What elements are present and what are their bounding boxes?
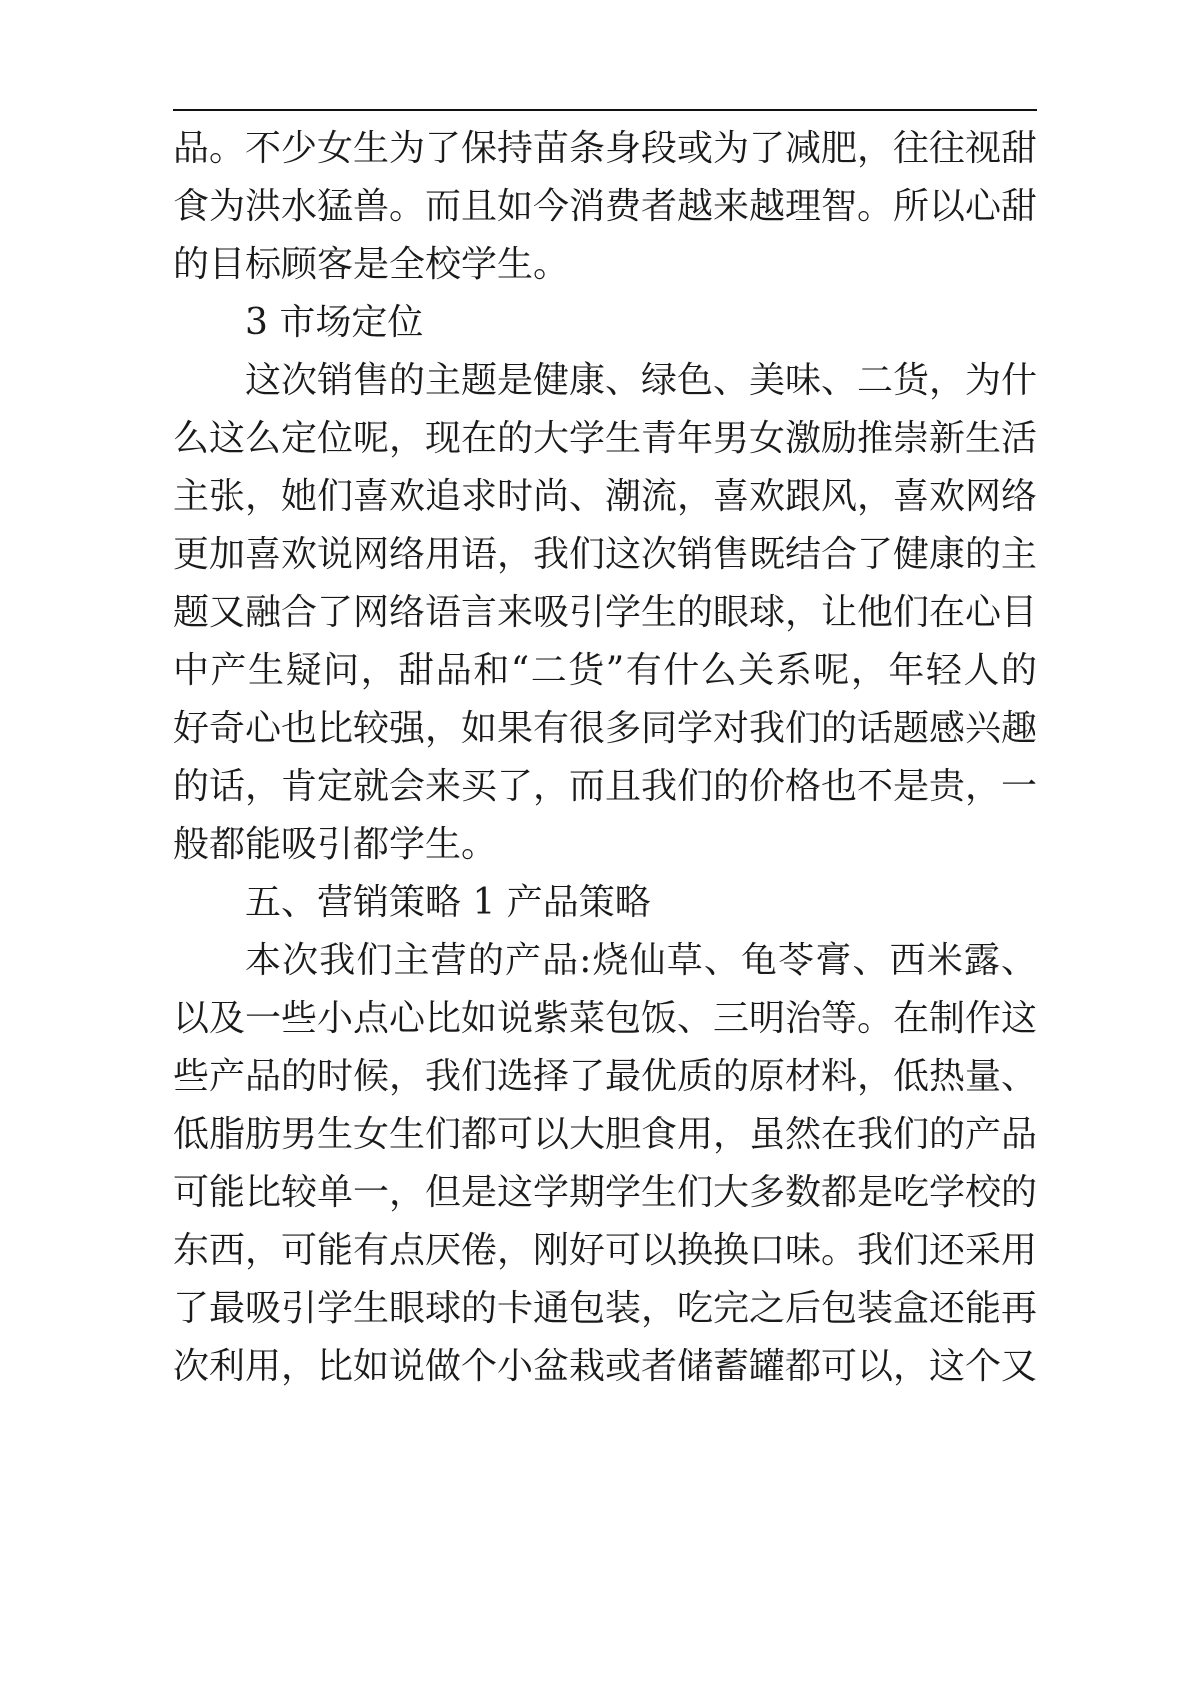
paragraph-line: 可能比较单一，但是这学期学生们大多数都是吃学校的 [173,1172,1037,1213]
paragraph-line: 这次销售的主题是健康、绿色、美味、二货，为什 [245,360,1037,401]
paragraph-line: 本次我们主营的产品:烧仙草、龟苓膏、西米露、 [245,940,1037,981]
paragraph-line: 的话，肯定就会来买了，而且我们的价格也不是贵，一 [173,766,1037,807]
paragraph-line: 中产生疑问，甜品和“二货”有什么关系呢，年轻人的 [173,650,1037,691]
paragraph-line: 的目标顾客是全校学生。 [173,244,570,285]
paragraph-line: 以及一些小点心比如说紫菜包饭、三明治等。在制作这 [173,998,1037,1039]
paragraph-line: 么这么定位呢，现在的大学生青年男女激励推崇新生活 [173,418,1037,459]
paragraph-line: 好奇心也比较强，如果有很多同学对我们的话题感兴趣 [173,708,1037,749]
paragraph-line: 次利用，比如说做个小盆栽或者储蓄罐都可以，这个又 [173,1346,1037,1387]
paragraph-line: 品。不少女生为了保持苗条身段或为了减肥，往往视甜 [173,128,1037,169]
paragraph-line: 题又融合了网络语言来吸引学生的眼球，让他们在心目 [173,592,1037,633]
header-rule [173,109,1037,111]
section-heading: 五、营销策略 1 产品策略 [245,882,651,923]
paragraph-line: 般都能吸引都学生。 [173,824,498,865]
paragraph-line: 了最吸引学生眼球的卡通包装，吃完之后包装盒还能再 [173,1288,1037,1329]
paragraph-line: 主张，她们喜欢追求时尚、潮流，喜欢跟风，喜欢网络 [173,476,1037,517]
section-heading: 3 市场定位 [245,302,424,343]
paragraph-line: 更加喜欢说网络用语，我们这次销售既结合了健康的主 [173,534,1037,575]
paragraph-line: 东西，可能有点厌倦，刚好可以换换口味。我们还采用 [173,1230,1037,1271]
paragraph-line: 些产品的时候，我们选择了最优质的原材料，低热量、 [173,1056,1037,1097]
document-body [173,120,1037,1396]
paragraph-line: 食为洪水猛兽。而且如今消费者越来越理智。所以心甜 [173,186,1037,227]
paragraph-line: 低脂肪男生女生们都可以大胆食用，虽然在我们的产品 [173,1114,1037,1155]
